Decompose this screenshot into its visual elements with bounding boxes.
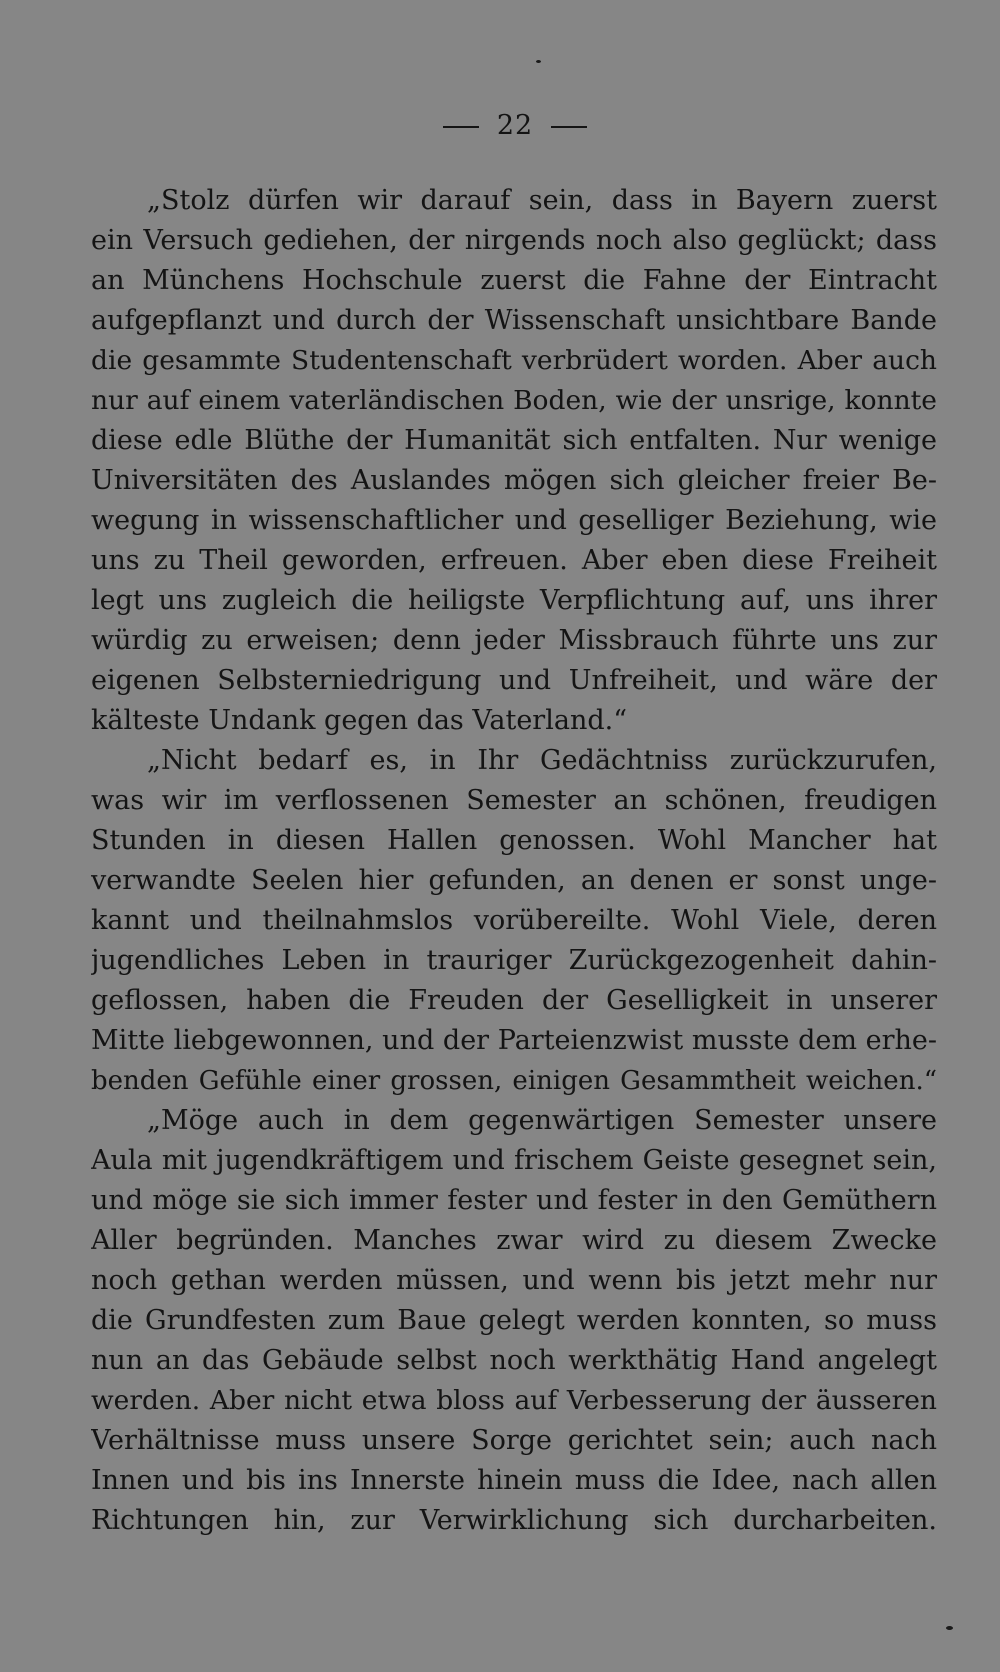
text-line: „Stolz dürfen wir darauf sein, dass in Bayern zuerst bbox=[147, 185, 937, 216]
text-line: Richtungen hin, zur Verwirklichung sich durcharbeiten. bbox=[91, 1505, 937, 1536]
text-line: und möge sie sich immer fester und fester in den Gemüthern bbox=[91, 1185, 937, 1216]
page-number: 22 bbox=[496, 110, 534, 141]
text-line: Innen und bis ins Innerste hinein muss die Idee, nach allen bbox=[91, 1465, 937, 1496]
text-line: aufgepflanzt und durch der Wissenschaft unsichtbare Bande bbox=[91, 305, 937, 336]
text-line: die gesammte Studentenschaft verbrüdert worden. Aber auch bbox=[91, 345, 937, 376]
body-text bbox=[91, 181, 937, 1541]
text-line: nun an das Gebäude selbst noch werkthätig Hand angelegt bbox=[91, 1345, 937, 1376]
text-line: Aller begründen. Manches zwar wird zu diesem Zwecke bbox=[91, 1225, 937, 1256]
text-line: geflossen, haben die Freuden der Geselligkeit in unserer bbox=[91, 985, 937, 1016]
text-line: ein Versuch gediehen, der nirgends noch also geglückt; dass bbox=[91, 225, 937, 256]
text-line: legt uns zugleich die heiligste Verpflichtung auf, uns ihrer bbox=[91, 585, 937, 616]
page-header bbox=[0, 110, 1000, 141]
text-line: „Nicht bedarf es, in Ihr Gedächtniss zurückzurufen, bbox=[147, 745, 937, 776]
text-line: eigenen Selbsterniedrigung und Unfreiheit, und wäre der bbox=[91, 665, 937, 696]
header-dash-left bbox=[443, 126, 479, 128]
header-dash-right bbox=[551, 126, 587, 128]
text-line: noch gethan werden müssen, und wenn bis jetzt mehr nur bbox=[91, 1265, 937, 1296]
text-line: die Grundfesten zum Baue gelegt werden konnten, so muss bbox=[91, 1305, 937, 1336]
text-line: Verhältnisse muss unsere Sorge gerichtet sein; auch nach bbox=[91, 1425, 937, 1456]
text-line: benden Gefühle einer grossen, einigen Gesammtheit weichen.“ bbox=[91, 1066, 937, 1096]
text-line: jugendliches Leben in trauriger Zurückgezogenheit dahin- bbox=[91, 945, 937, 976]
text-line: Stunden in diesen Hallen genossen. Wohl Mancher hat bbox=[91, 825, 937, 856]
text-line: verwandte Seelen hier gefunden, an denen er sonst unge- bbox=[91, 865, 937, 896]
text-line: diese edle Blüthe der Humanität sich entfalten. Nur wenige bbox=[91, 425, 937, 456]
text-line: Aula mit jugendkräftigem und frischem Geiste gesegnet sein, bbox=[91, 1145, 937, 1176]
text-line: kannt und theilnahmslos vorübereilte. Wohl Viele, deren bbox=[91, 905, 937, 936]
scan-speck bbox=[946, 1626, 953, 1630]
text-line: werden. Aber nicht etwa bloss auf Verbesserung der äusseren bbox=[91, 1385, 937, 1416]
text-line: nur auf einem vaterländischen Boden, wie der unsrige, konnte bbox=[91, 385, 937, 416]
text-line: was wir im verflossenen Semester an schönen, freudigen bbox=[91, 785, 937, 816]
text-line: Universitäten des Auslandes mögen sich gleicher freier Be- bbox=[91, 465, 937, 496]
text-line: würdig zu erweisen; denn jeder Missbrauch führte uns zur bbox=[91, 625, 937, 656]
text-line: kälteste Undank gegen das Vaterland.“ bbox=[91, 705, 628, 736]
text-line: an Münchens Hochschule zuerst die Fahne der Eintracht bbox=[91, 265, 937, 296]
scan-speck bbox=[536, 60, 541, 63]
text-line: Mitte liebgewonnen, und der Parteienzwist musste dem erhe- bbox=[91, 1025, 937, 1056]
text-line: „Möge auch in dem gegenwärtigen Semester unsere bbox=[147, 1105, 937, 1136]
text-line: uns zu Theil geworden, erfreuen. Aber eben diese Freiheit bbox=[91, 545, 937, 576]
text-line: wegung in wissenschaftlicher und geselliger Beziehung, wie bbox=[91, 505, 937, 536]
